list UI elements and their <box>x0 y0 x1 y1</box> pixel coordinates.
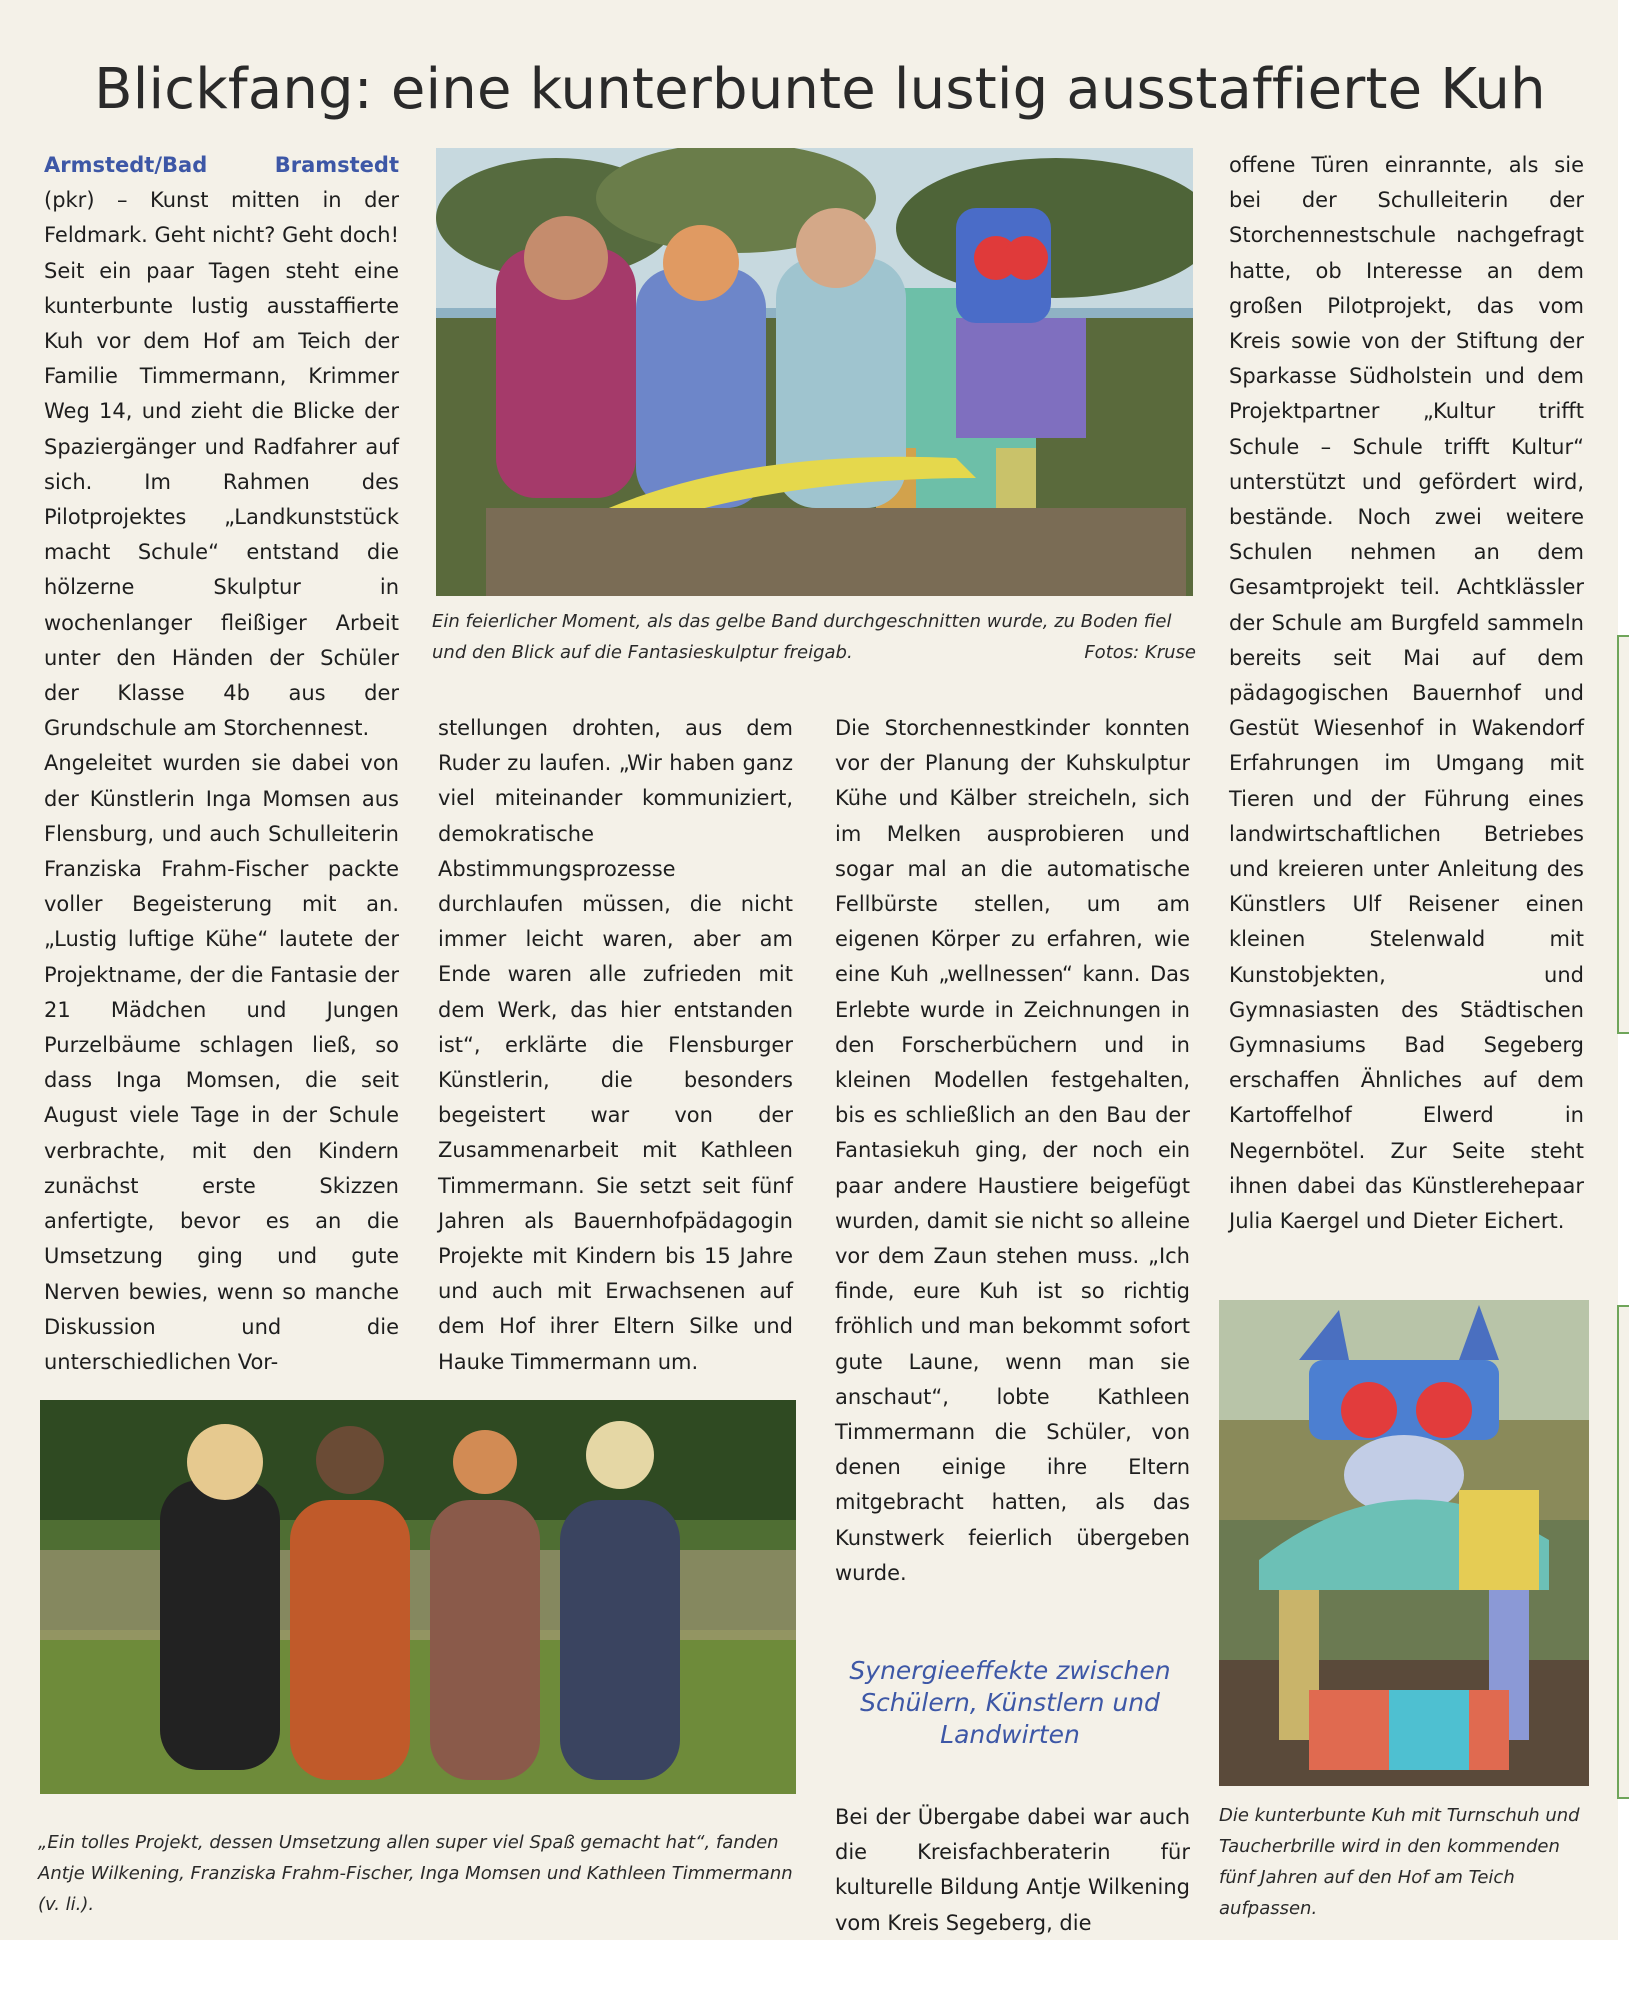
article-column-1 <box>44 148 399 1380</box>
photo-cow-sculpture <box>1219 1300 1589 1786</box>
caption-text: Ein feierlicher Moment, als das gelbe Band durchgeschnitten wurde, zu Boden fiel und den Blick auf die Fantasieskulptur freigab. <box>432 611 1172 663</box>
headline: Blickfang: eine kunterbunte lustig ausstaffierte Kuh <box>94 57 1546 122</box>
article-column-3 <box>835 711 1190 1591</box>
adjacent-column-border <box>1617 1305 1629 1799</box>
paragraph: Angeleitet wurden sie dabei von der Künstlerin Inga Momsen aus Flensburg, und auch Schulleiterin Franziska Frahm-Fischer packte voller Begeisterung mit an. „Lustig luftige Kühe“ lautete der Projektname, der die Fantasie der 21 Mädchen und Jungen Purzelbäume schlagen ließ, so dass Inga Momsen, die seit August viele Tage in der Schule verbrachte, mit den Kindern zunächst erste Skizzen anfertigte, bevor es an die Umsetzung ging und gute Nerven bewies, wenn so manche Diskussion und die unterschiedlichen Vor- <box>44 751 399 1374</box>
page-bottom-margin <box>0 1940 1629 2000</box>
photo-ribbon-cutting <box>436 148 1193 596</box>
paragraph: Die Storchennestkinder konnten vor der Planung der Kuhskulptur Kühe und Kälber streicheln, sich im Melken ausprobieren und sogar mal an die automatische Fellbürste stellen, um am eigenen Körper zu erfahren, wie eine Kuh „wellnessen“ kann. Das Erlebte wurde in Zeichnungen in den Forscherbüchern und in kleinen Modellen festgehalten, bis es schließlich an den Bau der Fantasiekuh ging, der noch ein paar andere Haustiere beigefügt wurden, damit sie nicht so alleine vor dem Zaun stehen muss. „Ich finde, eure Kuh ist so richtig fröhlich und man bekommt sofort gute Laune, wenn man sie anschaut“, lobte Kathleen Timmermann die Schüler, von denen einige ihre Eltern mitgebracht hatten, als das Kunstwerk feierlich übergeben wurde. <box>835 716 1190 1585</box>
photo-four-women <box>40 1400 796 1794</box>
paragraph: offene Türen einrannte, als sie bei der Schulleiterin der Storchennestschule nachgefragt hatte, ob Interesse an dem großen Pilotprojekt, das vom Kreis sowie von der Stiftung der Sparkasse Südholstein und dem Projektpartner „Kultur trifft Schule – Schule trifft Kultur“ unterstützt und gefördert wird, bestände. Noch zwei weitere Schulen nehmen an dem Gesamtprojekt teil. Achtklässler der Schule am Burgfeld sammeln bereits seit Mai auf dem pädagogischen Bauernhof und Gestüt Wiesenhof in Wakendorf Erfahrungen im Umgang mit Tieren und der Führung eines landwirtschaftlichen Betriebes und kreieren unter Anleitung des Künstlers Ulf Reisener einen kleinen Stelenwald mit Kunstobjekten, und Gymnasiasten des Städtischen Gymnasiums Bad Segeberg erschaffen Ähnliches auf dem Kartoffelhof Elwerd in Negernbötel. Zur Seite steht ihnen dabei das Künstlerehepaar Julia Kaergel und Dieter Eichert. <box>1229 153 1584 1234</box>
adjacent-column-border <box>1617 635 1629 1034</box>
dateline: Armstedt/Bad Bramstedt <box>44 153 399 177</box>
photo-credit: Fotos: Kruse <box>1084 642 1196 663</box>
photo-caption-ribbon <box>432 606 1196 668</box>
photo-caption-cow: Die kunterbunte Kuh mit Turnschuh und Taucherbrille wird in den kommenden fünf Jahren auf den Hof am Teich aufpassen. <box>1219 1805 1580 1919</box>
subheading: Synergieeffekte zwischen Schülern, Künstlern und Landwirten <box>849 1656 1171 1749</box>
article-column-4 <box>1229 148 1584 1239</box>
article-column-2 <box>438 711 793 1380</box>
photo-caption-women: „Ein tolles Projekt, dessen Umsetzung allen super viel Spaß gemacht hat“, fanden Antje Wilkening, Franziska Frahm-Fischer, Inga Momsen und Kathleen Timmermann (v. li.). <box>38 1832 793 1915</box>
paragraph: Bei der Übergabe dabei war auch die Kreisfachberaterin für kulturelle Bildung Antje Wilkening vom Kreis Segeberg, die <box>835 1805 1190 1935</box>
lead-paragraph: (pkr) – Kunst mitten in der Feldmark. Geht nicht? Geht doch! Seit ein paar Tagen steht eine kunterbunte lustig ausstaffierte Kuh vor dem Hof am Teich der Familie Timmermann, Krimmer Weg 14, und zieht die Blicke der Spaziergänger und Radfahrer auf sich. Im Rahmen des Pilotprojektes „Landkunststück macht Schule“ entstand die hölzerne Skulptur in wochenlanger fleißiger Arbeit unter den Händen der Schüler der Klasse 4b aus der Grundschule am Storchennest. <box>44 188 399 741</box>
paragraph: stellungen drohten, aus dem Ruder zu laufen. „Wir haben ganz viel miteinander kommuniziert, demokratische Abstimmungsprozesse durchlaufen müssen, die nicht immer leicht waren, aber am Ende waren alle zufrieden mit dem Werk, das hier entstanden ist“, erklärte die Flensburger Künstlerin, die besonders begeistert war von der Zusammenarbeit mit Kathleen Timmermann. Sie setzt seit fünf Jahren als Bauernhofpädagogin Projekte mit Kindern bis 15 Jahre und auch mit Erwachsenen auf dem Hof ihrer Eltern Silke und Hauke Timmermann um. <box>438 716 793 1374</box>
article-column-3-continued <box>835 1800 1190 1941</box>
